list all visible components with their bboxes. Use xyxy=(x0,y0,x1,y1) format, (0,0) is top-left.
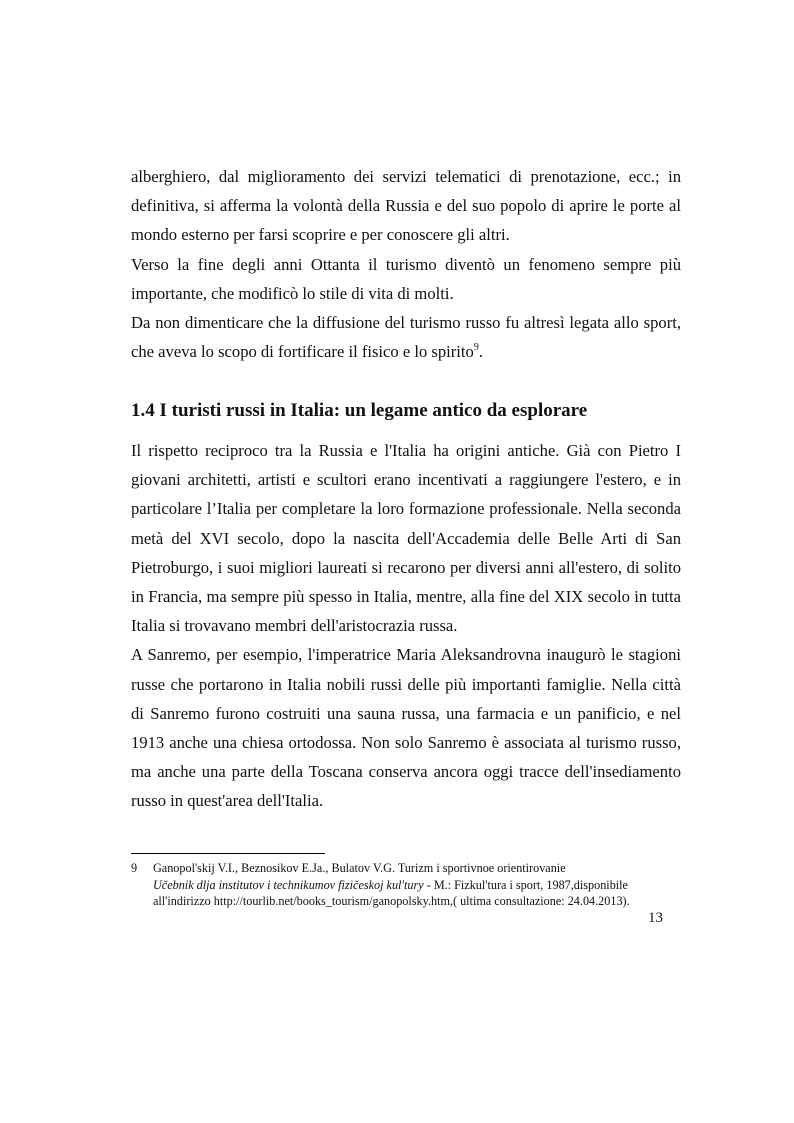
paragraph-end: . xyxy=(478,342,483,362)
footnote-line xyxy=(131,860,691,877)
footnote-text: Ganopol'skij V.I., Beznosikov E.Ja., Bulatov V.G. Turizm i sportivnoe orientirovanie xyxy=(153,861,566,875)
footnote-number: 9 xyxy=(131,861,138,875)
body-text-block xyxy=(131,436,681,816)
footnote-book-title: Učebnik dlja institutov i technikumov fizičeskoj kul'tury xyxy=(153,877,424,892)
footnote-text: - M.: Fizkul'tura i sport, 1987,disponibile xyxy=(423,877,628,892)
footnote xyxy=(131,860,691,910)
paragraph: Il rispetto reciproco tra la Russia e l'Italia ha origini antiche. Già con Pietro I giovani architetti, artisti e scultori erano incentivati a raggiungere l'estero, e in particolare l’Italia per completare la loro formazione professionale. Nella seconda metà del XVI secolo, dopo la nascita dell'Accademia delle Belle Arti di San Pietroburgo, i suoi migliori laureati si recarono per diversi anni all'estero, di solito in Francia, ma sempre più spesso in Italia, mentre, alla fine del XIX secolo in tutta Italia si trovavano membri dell'aristocrazia russa. xyxy=(131,441,681,636)
paragraph xyxy=(131,308,681,366)
paragraph: A Sanremo, per esempio, l'imperatrice Maria Aleksandrovna inaugurò le stagioni russe che portarono in Italia nobili russi delle più importanti famiglie. Nella città di Sanremo furono costruiti una sauna russa, una farmacia e un panificio, e nel 1913 anche una chiesa ortodossa. Non solo Sanremo è associata al turismo russo, ma anche una parte della Toscana conserva ancora oggi tracce dell'insediamento russo in quest'area dell'Italia. xyxy=(131,645,681,811)
footnote-reference[interactable]: 9 xyxy=(473,342,479,354)
paragraph-text: Da non dimenticare che la diffusione del turismo russo fu altresì legata allo sport, che aveva lo scopo di fortificare il fisico e lo spirito xyxy=(131,313,681,362)
paragraph: alberghiero, dal miglioramento dei servizi telematici di prenotazione, ecc.; in definitiva, si afferma la volontà della Russia e del suo popolo di aprire le porte al mondo esterno per farsi scoprire e per conoscere gli altri. xyxy=(131,167,681,245)
footnote-url-text[interactable]: all'indirizzo http://tourlib.net/books_tourism/ganopolsky.htm,( ultima consultazione: 24.04.2013). xyxy=(153,894,630,908)
paragraph: Verso la fine degli anni Ottanta il turismo diventò un fenomeno sempre più importante, che modificò lo stile di vita di molti. xyxy=(131,254,681,303)
footnote-line xyxy=(131,893,691,910)
body-text-block xyxy=(131,162,681,366)
footnote-line xyxy=(131,877,691,894)
footnote-separator xyxy=(131,853,325,854)
section-heading: 1.4 I turisti russi in Italia: un legame antico da esplorare xyxy=(131,400,588,421)
page-number: 13 xyxy=(648,910,663,926)
